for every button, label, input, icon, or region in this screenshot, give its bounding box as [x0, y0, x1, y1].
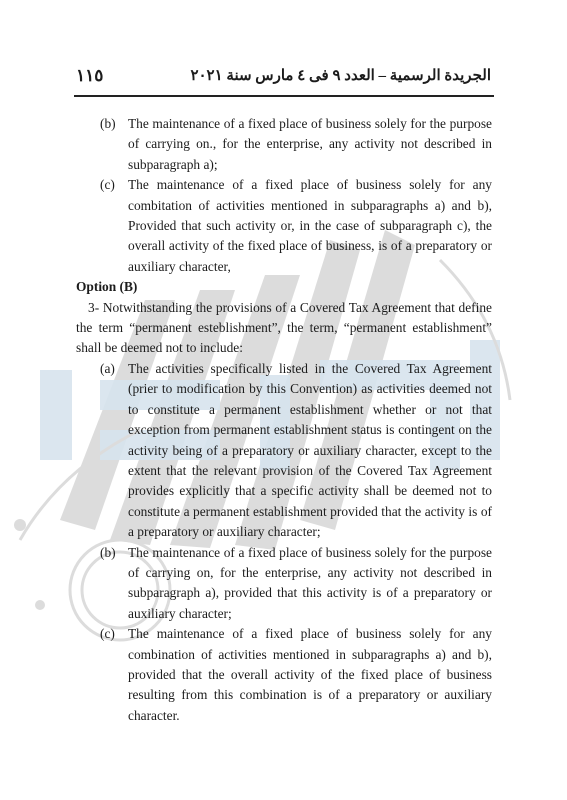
list-marker: (c): [100, 177, 115, 193]
list-marker: (a): [100, 360, 115, 376]
list-item-text: The maintenance of a fixed place of business solely for the purpose of carrying on, for the enterprise, any activity not described in subparagraph a), provided that this activity is of a preparatory or auxiliary character;: [128, 544, 492, 621]
list-marker: (b): [100, 544, 116, 560]
list-item-text: The maintenance of a fixed place of business solely for any combination of activities mentioned in subparagraphs a) and b), provided that the overall activity of the fixed place of business resulting from this combination is of a preparatory or auxiliary character.: [128, 626, 492, 723]
gazette-title: الجريدة الرسمية – العدد ٩ فى ٤ مارس سنة ٢٠٢١: [190, 68, 491, 84]
list-item: [76, 624, 492, 726]
list-item: [76, 175, 492, 277]
paragraph: 3- Notwithstanding the provisions of a Covered Tax Agreement that define the term “permanent esteblishment”, the term, “permanent establishment” shall be deemed not to include:: [76, 299, 492, 356]
list-item-text: The maintenance of a fixed place of business solely for any combitation of activities mentioned in subparagraphs a) and b), Provided that such activity or, in the case of subparagraph c), the overall activity of the fixed place of business, is of a preparatory or auxiliary character,: [128, 177, 492, 274]
list-marker: (c): [100, 626, 115, 642]
page-header: [76, 62, 491, 90]
document-body: [76, 114, 492, 726]
list-item: [76, 114, 492, 175]
list-item: [76, 359, 492, 543]
list-item: [76, 543, 492, 625]
option-heading: Option (B): [76, 279, 138, 295]
list-marker: (b): [100, 116, 116, 131]
list-item-text: The activities specifically listed in the Covered Tax Agreement (prier to modification by this Convention) as activities deemed not to constitute a permanent establishment whether or not that exception from permanent establishment status is contingent on the activity being of a preparatory or auxiliary character, except to the extent that the relevant provision of the Covered Tax Agreement provides explicitly that a specific activity shall be deemed not to constitute a permanent establishment provided that the activity is of a preparatory or auxiliary character;: [128, 360, 492, 540]
header-divider: [74, 95, 494, 97]
page-number: ١١٥: [76, 66, 104, 85]
list-item-text: The maintenance of a fixed place of business solely for the purpose of carrying on., for the enterprise, any activity not described in subparagraph a);: [128, 116, 492, 172]
